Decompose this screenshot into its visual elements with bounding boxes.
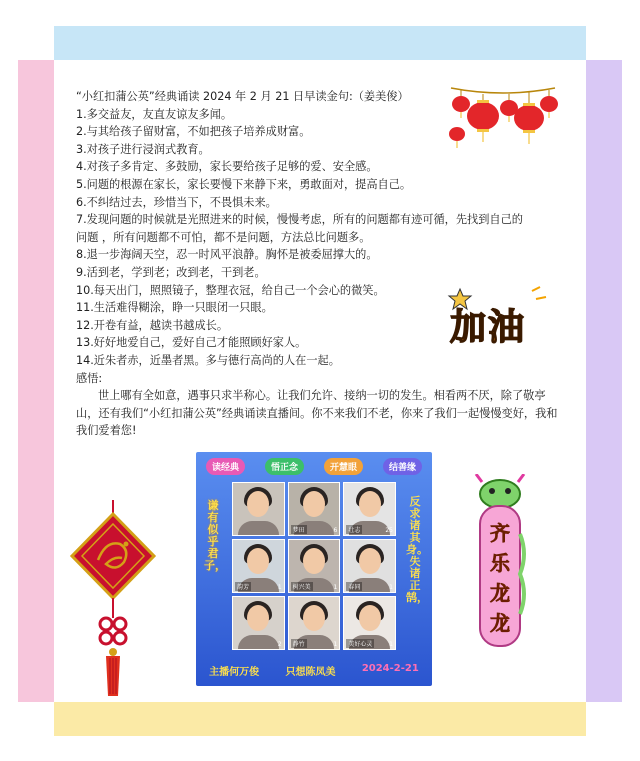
page-title: “小红扣蒲公英”经典诵读 2024 年 2 月 21 日早读金句:（姜美俊） [76, 90, 409, 103]
participant-tile [232, 482, 285, 536]
participant-tile: 韵芳 1 [232, 539, 285, 593]
right-vertical-quote: 反求诸其身。失诸正鹄， [406, 495, 428, 604]
quote-line: 4.对孩子多肯定、多鼓励，家长要给孩子足够的爱、安全感。 [76, 160, 378, 174]
slogan-pill: 悟正念 [265, 458, 304, 475]
participant-tile: 树兴美 1 [288, 539, 341, 593]
quote-line: 7.发现问题的时候就是光照进来的时候，慢慢考虑，所有的问题都有迹可循，先找到自己的 [76, 213, 523, 227]
participant-tile: 美好心灵 1 [343, 596, 396, 650]
top-color-bar [54, 26, 586, 60]
jiayou-sticker [436, 285, 556, 348]
quote-line: 问题 ，所有问题都不可怕，都不是问题，方法总比问题多。 [76, 230, 371, 244]
quote-line: 6.不纠结过去，珍惜当下，不畏惧未来。 [76, 195, 277, 209]
reflection-label: 感悟: [76, 371, 103, 385]
quote-line: 13.好好地爱自己，爱好自己才能照顾好家人。 [76, 336, 307, 350]
lanterns-icon [447, 82, 559, 154]
quote-line: 12.开卷有益，越读书越成长。 [76, 318, 229, 332]
participant-tile: 2 [232, 596, 285, 650]
helper-name: 只想陈凤美 [285, 667, 336, 678]
dragon-text: 齐乐龙龙 [490, 521, 510, 635]
left-color-bar [18, 60, 54, 702]
quote-line: 9.活到老，学到老；改到老，干到老。 [76, 265, 266, 279]
participant-tile: 春同 1 [343, 539, 396, 593]
quote-line: 14.近朱者赤，近墨者黑。多与德行高尚的人在一起。 [76, 353, 340, 367]
live-stream-screenshot [196, 452, 432, 686]
slogan-pill: 读经典 [206, 458, 245, 475]
bottom-color-bar [54, 702, 586, 736]
participant-tile: 梦田 6 [288, 482, 341, 536]
dragon-sticker [472, 474, 530, 654]
host-name: 主播何万俊 [209, 667, 260, 678]
quote-line: 11.生活难得糊涂，睁一只眼闭一只眼。 [76, 301, 273, 315]
slogan-pill: 结善缘 [383, 458, 422, 475]
reading-card [54, 60, 586, 702]
reflection-paragraph: 世上哪有全如意，遇事只求半称心。让我们允许、接纳一切的发生。相看两不厌，除了敬亭山，还有我们“小红扣蒲公英”经典诵读直播间。你不来我们不老，你来了我们一起慢慢变好，我和我们爱着您! [76, 389, 558, 438]
participant-tile: 静竹 1 [288, 596, 341, 650]
right-color-bar [586, 60, 622, 702]
chinese-knot-icon [68, 500, 158, 700]
quote-line: 2.与其给孩子留财富，不如把孩子培养成财富。 [76, 125, 311, 139]
participant-grid [232, 482, 396, 650]
quote-line: 3.对孩子进行浸润式教育。 [76, 142, 210, 156]
slogan-pill: 开慧眼 [324, 458, 363, 475]
jiayou-text: 加油 [450, 307, 527, 348]
quote-line: 10.每天出门，照照镜子，整理衣冠，给自己一个会心的微笑。 [76, 283, 385, 297]
stream-date: 2024-2-21 [361, 663, 419, 674]
quote-line: 5.问题的根源在家长，家长要慢下来静下来，勇敢面对，提高自己。 [76, 177, 412, 191]
quote-line: 8.退一步海阔天空，忍一时风平浪静。胸怀是被委屈撑大的。 [76, 248, 378, 262]
left-vertical-quote: 谦有似乎君子， [204, 499, 226, 572]
quote-line: 1.多交益友，友直友谅友多闻。 [76, 107, 233, 121]
participant-tile: 壮志 25 [343, 482, 396, 536]
